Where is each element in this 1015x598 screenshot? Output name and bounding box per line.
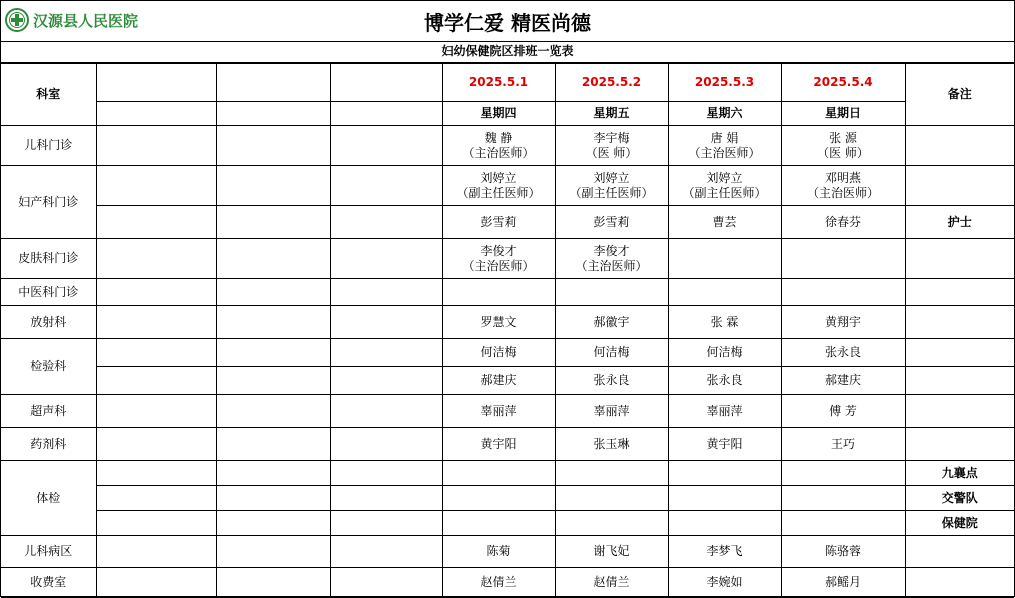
blank-cell: [96, 126, 216, 166]
schedule-cell: [668, 511, 781, 536]
blank-cell: [96, 395, 216, 428]
dept-cashier: 收费室: [1, 568, 96, 598]
blank-cell: [96, 486, 216, 511]
schedule-cell: 张 霖: [668, 306, 781, 339]
dept-obgyn-clinic: 妇产科门诊: [1, 166, 96, 239]
schedule-cell: 张玉琳: [555, 428, 668, 461]
staff-title: （副主任医师）: [456, 185, 541, 200]
blank-cell: [330, 64, 442, 102]
schedule-cell: [555, 279, 668, 306]
schedule-cell: [781, 239, 905, 279]
schedule-cell: 黄宇阳: [442, 428, 555, 461]
blank-cell: [330, 486, 442, 511]
table-row: [1, 568, 1014, 598]
schedule-cell: [442, 126, 555, 166]
schedule-cell: 徐春芬: [781, 206, 905, 239]
blank-cell: [216, 367, 330, 395]
blank-cell: [330, 102, 442, 126]
table-row: [1, 367, 1014, 395]
staff-title: （主治医师）: [806, 185, 879, 200]
schedule-cell: [781, 461, 905, 486]
blank-cell: [96, 511, 216, 536]
note-cell: [905, 126, 1014, 166]
schedule-cell: [555, 126, 668, 166]
note-column-header: 备注: [905, 64, 1014, 126]
table-row: [1, 239, 1014, 279]
table-row: [1, 339, 1014, 367]
note-cell: [905, 306, 1014, 339]
schedule-cell: 赵倩兰: [442, 568, 555, 598]
note-cell: 保健院: [905, 511, 1014, 536]
note-cell: [905, 239, 1014, 279]
date-header: 2025.5.3: [668, 64, 781, 102]
staff-name: 李俊才: [593, 243, 630, 258]
blank-cell: [216, 306, 330, 339]
page-title: 博学仁爱 精医尚德: [424, 11, 591, 35]
blank-cell: [96, 206, 216, 239]
table-row: [1, 461, 1014, 486]
date-header: 2025.5.2: [555, 64, 668, 102]
schedule-cell: 罗慧文: [442, 306, 555, 339]
table-row: [1, 306, 1014, 339]
staff-title: （副主任医师）: [569, 185, 654, 200]
schedule-cell: [781, 511, 905, 536]
blank-cell: [330, 206, 442, 239]
schedule-cell: [555, 166, 668, 206]
blank-cell: [330, 367, 442, 395]
schedule-cell: 郝建庆: [781, 367, 905, 395]
note-cell: [905, 395, 1014, 428]
staff-title: （副主任医师）: [682, 185, 767, 200]
schedule-cell: [555, 461, 668, 486]
hospital-name: 汉源县人民医院: [33, 11, 139, 30]
staff-title: （医 师）: [585, 145, 638, 160]
schedule-cell: 傅 芳: [781, 395, 905, 428]
staff-title: （主治医师）: [462, 145, 535, 160]
blank-cell: [96, 239, 216, 279]
blank-cell: [216, 239, 330, 279]
schedule-cell: [442, 461, 555, 486]
schedule-cell: 张永良: [781, 339, 905, 367]
staff-title: （主治医师）: [462, 258, 535, 273]
schedule-cell: [555, 511, 668, 536]
blank-cell: [96, 166, 216, 206]
table-row: [1, 536, 1014, 568]
schedule-cell: [668, 126, 781, 166]
schedule-cell: 辜丽萍: [668, 395, 781, 428]
note-cell: [905, 339, 1014, 367]
schedule-cell: [555, 486, 668, 511]
schedule-cell: [442, 166, 555, 206]
header-row-dates: [1, 64, 1014, 102]
blank-cell: [216, 166, 330, 206]
blank-cell: [330, 239, 442, 279]
blank-cell: [330, 279, 442, 306]
blank-cell: [216, 102, 330, 126]
blank-cell: [96, 568, 216, 598]
schedule-cell: 曹芸: [668, 206, 781, 239]
schedule-cell: [442, 486, 555, 511]
note-cell: [905, 568, 1014, 598]
schedule-cell: 郝徽宇: [555, 306, 668, 339]
table-row: [1, 126, 1014, 166]
schedule-cell: [781, 486, 905, 511]
dept-physical-exam: 体检: [1, 461, 96, 536]
schedule-cell: 张永良: [668, 367, 781, 395]
blank-cell: [330, 166, 442, 206]
blank-cell: [216, 64, 330, 102]
blank-cell: [330, 536, 442, 568]
blank-cell: [96, 367, 216, 395]
schedule-cell: 黄翔宇: [781, 306, 905, 339]
table-row: [1, 428, 1014, 461]
blank-cell: [330, 339, 442, 367]
blank-cell: [330, 428, 442, 461]
page-header: [1, 1, 1014, 42]
table-row: [1, 206, 1014, 239]
schedule-cell: [442, 279, 555, 306]
table-row: [1, 486, 1014, 511]
weekday-header: 星期五: [555, 102, 668, 126]
staff-name: 刘婷立: [706, 170, 743, 185]
blank-cell: [216, 339, 330, 367]
schedule-cell: 辜丽萍: [555, 395, 668, 428]
schedule-cell: [781, 126, 905, 166]
blank-cell: [96, 102, 216, 126]
schedule-cell: 何洁梅: [668, 339, 781, 367]
schedule-cell: 彭雪莉: [555, 206, 668, 239]
blank-cell: [330, 126, 442, 166]
date-header: 2025.5.4: [781, 64, 905, 102]
staff-name: 邓明燕: [824, 170, 861, 185]
blank-cell: [330, 568, 442, 598]
blank-cell: [96, 64, 216, 102]
blank-cell: [330, 511, 442, 536]
blank-cell: [96, 306, 216, 339]
blank-cell: [96, 536, 216, 568]
staff-name: 刘婷立: [480, 170, 517, 185]
dept-pediatrics-clinic: 儿科门诊: [1, 126, 96, 166]
schedule-cell: 李婉如: [668, 568, 781, 598]
blank-cell: [216, 486, 330, 511]
schedule-cell: [555, 239, 668, 279]
blank-cell: [216, 395, 330, 428]
weekday-header: 星期四: [442, 102, 555, 126]
schedule-cell: 黄宇阳: [668, 428, 781, 461]
staff-title: （主治医师）: [688, 145, 761, 160]
schedule-table: [1, 63, 1014, 598]
dept-pediatrics-ward: 儿科病区: [1, 536, 96, 568]
schedule-cell: [668, 486, 781, 511]
blank-cell: [216, 568, 330, 598]
note-cell: [905, 166, 1014, 206]
staff-name: 刘婷立: [593, 170, 630, 185]
schedule-cell: [781, 166, 905, 206]
schedule-cell: 李梦飞: [668, 536, 781, 568]
schedule-cell: 谢飞妃: [555, 536, 668, 568]
note-cell: 护士: [905, 206, 1014, 239]
schedule-cell: 陈菊: [442, 536, 555, 568]
schedule-cell: 郝建庆: [442, 367, 555, 395]
staff-name: 李宇梅: [593, 130, 630, 145]
schedule-cell: [668, 239, 781, 279]
note-cell: 九襄点: [905, 461, 1014, 486]
blank-cell: [96, 428, 216, 461]
note-cell: 交警队: [905, 486, 1014, 511]
note-cell: [905, 428, 1014, 461]
schedule-cell: [781, 279, 905, 306]
dept-laboratory: 检验科: [1, 339, 96, 395]
date-header: 2025.5.1: [442, 64, 555, 102]
schedule-cell: [668, 166, 781, 206]
table-row: [1, 166, 1014, 206]
header-row-weekdays: [1, 102, 1014, 126]
blank-cell: [216, 511, 330, 536]
blank-cell: [216, 428, 330, 461]
dept-ultrasound: 超声科: [1, 395, 96, 428]
schedule-cell: 何洁梅: [555, 339, 668, 367]
note-cell: [905, 536, 1014, 568]
schedule-cell: [442, 239, 555, 279]
dept-column-header: 科室: [1, 64, 96, 126]
dept-dermatology-clinic: 皮肤科门诊: [1, 239, 96, 279]
staff-name: 李俊才: [480, 243, 517, 258]
blank-cell: [216, 461, 330, 486]
page-subtitle: 妇幼保健院区排班一览表: [1, 41, 1014, 63]
table-row: [1, 511, 1014, 536]
blank-cell: [96, 339, 216, 367]
note-cell: [905, 279, 1014, 306]
dept-radiology: 放射科: [1, 306, 96, 339]
staff-name: 魏 静: [484, 130, 513, 145]
schedule-cell: 陈骆蓉: [781, 536, 905, 568]
schedule-cell: 彭雪莉: [442, 206, 555, 239]
schedule-cell: [668, 279, 781, 306]
schedule-cell: 郝鳐月: [781, 568, 905, 598]
blank-cell: [330, 306, 442, 339]
blank-cell: [96, 279, 216, 306]
staff-title: （医 师）: [817, 145, 869, 160]
staff-name: 唐 娟: [710, 130, 739, 145]
table-row: [1, 279, 1014, 306]
dept-pharmacy: 药剂科: [1, 428, 96, 461]
blank-cell: [216, 126, 330, 166]
note-cell: [905, 367, 1014, 395]
blank-cell: [96, 461, 216, 486]
blank-cell: [216, 279, 330, 306]
blank-cell: [216, 536, 330, 568]
schedule-cell: 王巧: [781, 428, 905, 461]
schedule-cell: 张永良: [555, 367, 668, 395]
blank-cell: [216, 206, 330, 239]
schedule-cell: 辜丽萍: [442, 395, 555, 428]
dept-tcm-clinic: 中医科门诊: [1, 279, 96, 306]
weekday-header: 星期六: [668, 102, 781, 126]
table-row: [1, 395, 1014, 428]
schedule-cell: 赵倩兰: [555, 568, 668, 598]
weekday-header: 星期日: [781, 102, 905, 126]
schedule-cell: 何洁梅: [442, 339, 555, 367]
staff-title: （主治医师）: [575, 258, 648, 273]
staff-name: 张 源: [829, 130, 857, 145]
blank-cell: [330, 461, 442, 486]
schedule-cell: [442, 511, 555, 536]
blank-cell: [330, 395, 442, 428]
schedule-cell: [668, 461, 781, 486]
